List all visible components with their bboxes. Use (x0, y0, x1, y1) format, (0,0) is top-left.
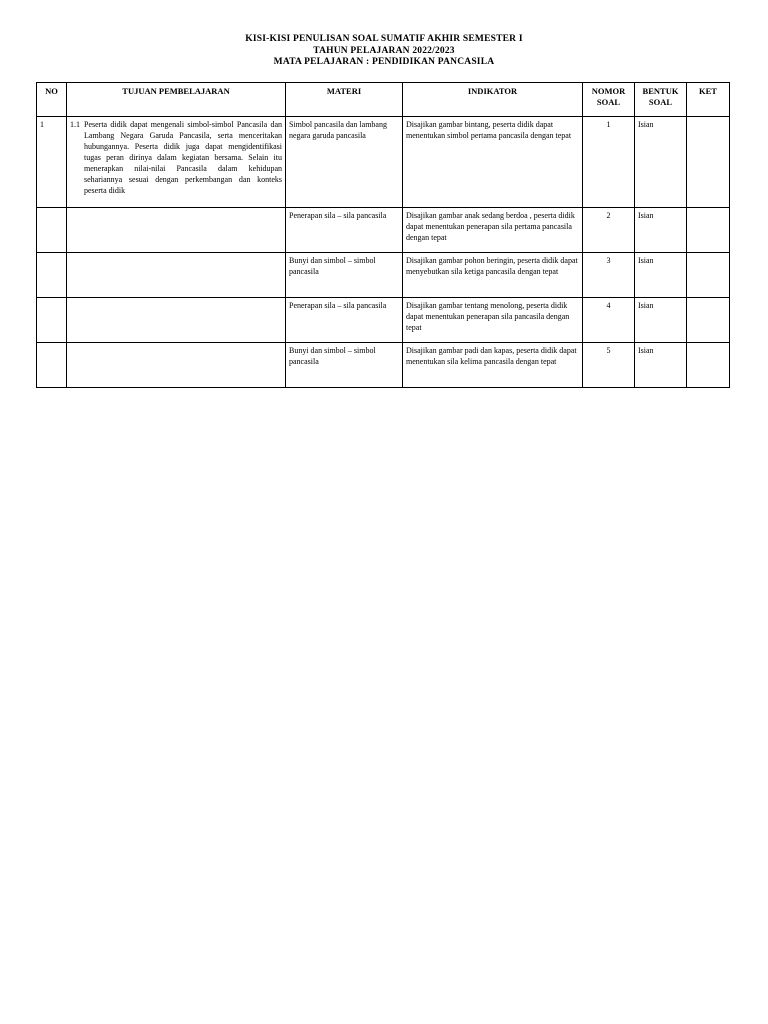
table-header-row (37, 83, 730, 117)
cell-nomor-soal: 3 (583, 253, 635, 298)
column-header-tujuan: TUJUAN PEMBELAJARAN (67, 83, 286, 117)
cell-nomor-soal: 5 (583, 343, 635, 388)
cell-nomor-soal: 2 (583, 208, 635, 253)
cell-tujuan (67, 253, 286, 298)
document-header (0, 34, 768, 69)
cell-indikator: Disajikan gambar bintang, peserta didik dapat menentukan simbol pertama pancasila dengan tepat (403, 117, 583, 208)
table-row (37, 117, 730, 208)
cell-tujuan (67, 208, 286, 253)
column-header-materi: MATERI (286, 83, 403, 117)
cell-ket (687, 253, 730, 298)
cell-no (37, 253, 67, 298)
column-header-no: NO (37, 83, 67, 117)
cell-materi: Penerapan sila – sila pancasila (286, 208, 403, 253)
cell-ket (687, 298, 730, 343)
kisi-kisi-table (36, 82, 730, 388)
cell-bentuk-soal: Isian (635, 208, 687, 253)
cell-nomor-soal: 4 (583, 298, 635, 343)
cell-ket (687, 343, 730, 388)
cell-bentuk-soal: Isian (635, 298, 687, 343)
table-row (37, 343, 730, 388)
column-header-bentuk-soal: BENTUK SOAL (635, 83, 687, 117)
cell-materi: Bunyi dan simbol – simbol pancasila (286, 343, 403, 388)
column-header-nomor-soal: NOMOR SOAL (583, 83, 635, 117)
table-row (37, 253, 730, 298)
cell-no (37, 298, 67, 343)
table-row (37, 298, 730, 343)
cell-bentuk-soal: Isian (635, 117, 687, 208)
subject-name: MATA PELAJARAN : PENDIDIKAN PANCASILA (273, 57, 495, 67)
cell-no (37, 343, 67, 388)
cell-indikator: Disajikan gambar padi dan kapas, peserta didik dapat menentukan sila kelima pancasila dengan tepat (403, 343, 583, 388)
cell-materi: Simbol pancasila dan lambang negara garuda pancasila (286, 117, 403, 208)
table-row (37, 208, 730, 253)
column-header-ket: KET (687, 83, 730, 117)
cell-bentuk-soal: Isian (635, 343, 687, 388)
cell-tujuan (67, 343, 286, 388)
cell-indikator: Disajikan gambar anak sedang berdoa , peserta didik dapat menentukan penerapan sila pertama pancasila dengan tepat (403, 208, 583, 253)
cell-no: 1 (37, 117, 67, 208)
cell-no (37, 208, 67, 253)
cell-nomor-soal: 1 (583, 117, 635, 208)
document-title: KISI-KISI PENULISAN SOAL SUMATIF AKHIR SEMESTER I (245, 34, 523, 44)
tujuan-number: 1.1 (70, 120, 80, 129)
column-header-indikator: INDIKATOR (403, 83, 583, 117)
tujuan-text: Peserta didik dapat mengenali simbol-simbol Pancasila dan Lambang Negara Garuda Pancasila, serta menceritakan hubungannya. Peserta didik juga dapat mengidentifikasi tugas peran dirinya dalam kegiatan bersama. Selain itu menerapkan nilai-nilai Pancasila dalam kehidupan sehariannya sesuai dengan perkembangan dan konteks peserta didik (84, 120, 282, 195)
cell-indikator: Disajikan gambar pohon beringin, peserta didik dapat menyebutkan sila ketiga pancasila dengan tepat (403, 253, 583, 298)
cell-tujuan (67, 117, 286, 208)
cell-indikator: Disajikan gambar tentang menolong, peserta didik dapat menentukan penerapan sila pancasila dengan tepat (403, 298, 583, 343)
cell-bentuk-soal: Isian (635, 253, 687, 298)
cell-materi: Penerapan sila – sila pancasila (286, 298, 403, 343)
cell-ket (687, 208, 730, 253)
cell-materi: Bunyi dan simbol – simbol pancasila (286, 253, 403, 298)
academic-year: TAHUN PELAJARAN 2022/2023 (313, 45, 455, 56)
cell-ket (687, 117, 730, 208)
cell-tujuan (67, 298, 286, 343)
